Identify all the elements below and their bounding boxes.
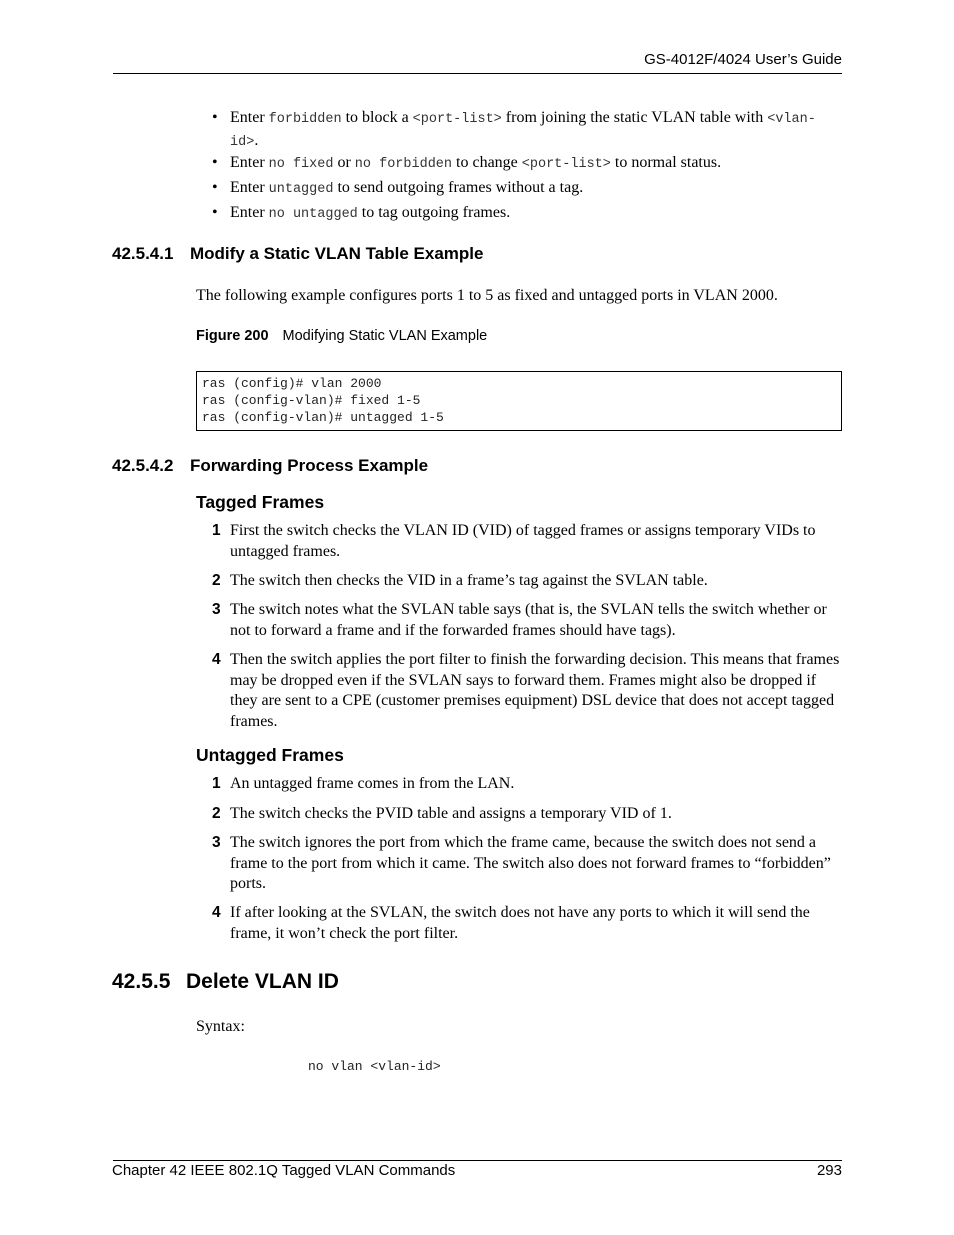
untagged-frames-heading: Untagged Frames xyxy=(196,745,344,765)
step-text: Then the switch applies the port filter to finish the forwarding decision. This means that frames may be dropped even if the SVLAN says to forward them. Frames might also be dropped if they are sent to a CPE (customer premises equipment) DSL device that does not accept tagged frames. xyxy=(230,651,840,730)
code-line: ras (config-vlan)# untagged 1-5 xyxy=(202,410,444,425)
bullet-dot: • xyxy=(212,109,218,126)
step-number: 3 xyxy=(212,834,221,851)
step-number: 2 xyxy=(212,572,221,589)
step-number: 2 xyxy=(212,805,221,822)
step-number: 4 xyxy=(212,651,221,668)
inline-code: no untagged xyxy=(268,207,358,222)
bullet-text-fragment: to send outgoing frames without a tag. xyxy=(333,179,584,196)
step-text: The switch then checks the VID in a frame’s tag against the SVLAN table. xyxy=(230,572,708,589)
bullet-text-fragment: Enter xyxy=(230,204,269,221)
bullet-dot: • xyxy=(212,179,218,196)
inline-code: no fixed xyxy=(268,157,334,172)
header-divider xyxy=(113,73,842,74)
inline-code: <port-list> xyxy=(412,112,502,127)
step-number: 3 xyxy=(212,601,221,618)
bullet-text-fragment: Enter xyxy=(230,154,269,171)
bullet-text xyxy=(230,202,842,225)
bullet-text-fragment: or xyxy=(333,154,355,171)
inline-code: untagged xyxy=(268,182,334,197)
step-text: If after looking at the SVLAN, the switch does not have any ports to which it will send the frame, it won’t check the port filter. xyxy=(230,904,810,942)
section-number: 42.5.5 xyxy=(112,970,171,993)
step-number: 4 xyxy=(212,904,221,921)
code-example-box xyxy=(196,371,842,431)
code-line: ras (config-vlan)# fixed 1-5 xyxy=(202,393,421,408)
section-number: 42.5.4.2 xyxy=(112,456,174,475)
bullet-text-fragment: to normal status. xyxy=(610,154,722,171)
bullet-text-fragment: to block a xyxy=(341,109,413,126)
figure-caption xyxy=(196,328,487,344)
section-heading-delete xyxy=(112,970,339,994)
footer-chapter: Chapter 42 IEEE 802.1Q Tagged VLAN Commands xyxy=(112,1162,456,1179)
section-heading-modify xyxy=(112,244,483,264)
page-number: 293 xyxy=(816,1162,842,1179)
bullet-text xyxy=(230,177,842,200)
inline-code: <vlan-id> xyxy=(230,112,816,150)
bullet-text-fragment: from joining the static VLAN table with xyxy=(501,109,768,126)
bullet-dot: • xyxy=(212,204,218,221)
bullet-text xyxy=(230,107,842,153)
section-number: 42.5.4.1 xyxy=(112,244,174,263)
section-title: Forwarding Process Example xyxy=(190,456,429,475)
tagged-frames-heading: Tagged Frames xyxy=(196,492,325,512)
bullet-text-fragment: to tag outgoing frames. xyxy=(357,204,511,221)
step-text: The switch checks the PVID table and assigns a temporary VID of 1. xyxy=(230,805,672,822)
footer-divider xyxy=(113,1160,842,1161)
syntax-code: no vlan <vlan-id> xyxy=(308,1059,441,1074)
inline-code: forbidden xyxy=(268,112,342,127)
bullet-text-fragment: to change xyxy=(452,154,522,171)
bullet-text xyxy=(230,152,842,175)
section-title: Modify a Static VLAN Table Example xyxy=(190,244,484,263)
bullet-text-fragment: Enter xyxy=(230,179,269,196)
intro-paragraph: The following example configures ports 1 to 5 as fixed and untagged ports in VLAN 2000. xyxy=(196,287,778,304)
section-title: Delete VLAN ID xyxy=(186,970,339,993)
section-heading-forwarding xyxy=(112,456,428,476)
step-text: The switch notes what the SVLAN table says (that is, the SVLAN tells the switch whether or not to forward a frame and if the forwarded frames should have tags). xyxy=(230,601,827,639)
step-text: First the switch checks the VLAN ID (VID) of tagged frames or assigns temporary VIDs to untagged frames. xyxy=(230,522,816,560)
bullet-text-fragment: . xyxy=(254,132,259,149)
bullet-text-fragment: Enter xyxy=(230,109,269,126)
syntax-label: Syntax: xyxy=(196,1018,245,1035)
step-number: 1 xyxy=(212,775,221,792)
bullet-item xyxy=(212,107,842,149)
inline-code: <port-list> xyxy=(521,157,611,172)
figure-label: Figure 200 xyxy=(196,328,269,344)
figure-title: Modifying Static VLAN Example xyxy=(282,328,488,344)
guide-title: GS-4012F/4024 User’s Guide xyxy=(644,51,842,68)
step-text: An untagged frame comes in from the LAN. xyxy=(230,775,515,792)
bullet-dot: • xyxy=(212,154,218,171)
code-line: ras (config)# vlan 2000 xyxy=(202,376,382,391)
step-number: 1 xyxy=(212,522,221,539)
inline-code: no forbidden xyxy=(354,157,453,172)
step-text: The switch ignores the port from which the frame came, because the switch does not send a frame to the port from which it came. The switch also does not forward frames to “forbidden” ports. xyxy=(230,834,831,892)
